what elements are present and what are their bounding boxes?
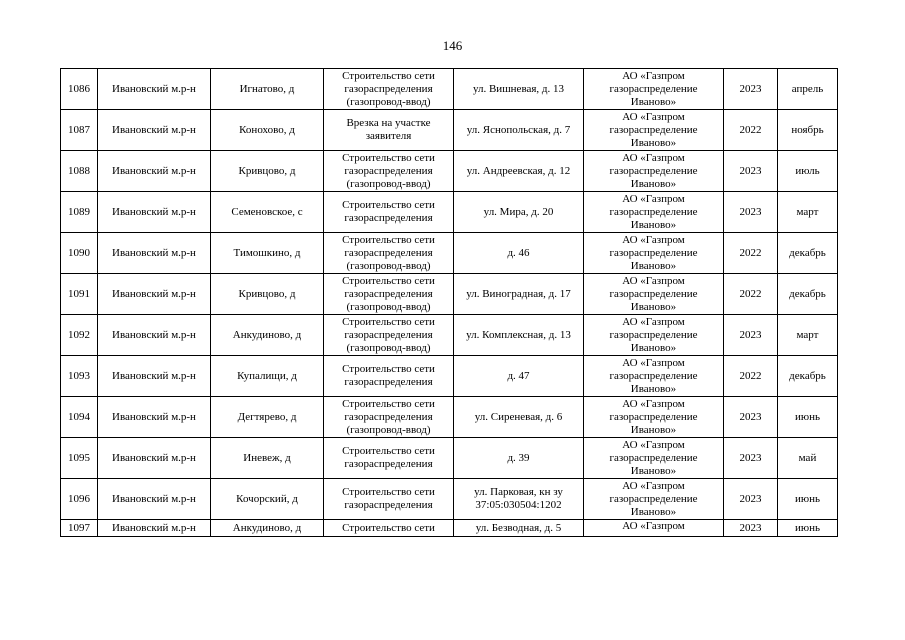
settlement-cell: Игнатово, д [211,69,324,110]
row-number: 1088 [61,151,98,192]
address-cell: ул. Вишневая, д. 13 [454,69,584,110]
year-cell: 2022 [724,356,778,397]
month-cell: июнь [778,520,838,537]
organization-cell: АО «Газпром газораспределение Иваново» [584,438,724,479]
work-type-cell: Строительство сети газораспределения [324,479,454,520]
year-cell: 2023 [724,397,778,438]
row-number: 1097 [61,520,98,537]
year-cell: 2022 [724,233,778,274]
work-type-cell: Строительство сети газораспределения [324,192,454,233]
table-body [61,69,838,537]
row-number: 1087 [61,110,98,151]
work-type-cell: Строительство сети газораспределения (газопровод-ввод) [324,151,454,192]
year-cell: 2023 [724,192,778,233]
table-row [61,315,838,356]
address-cell: ул. Виноградная, д. 17 [454,274,584,315]
organization-cell: АО «Газпром газораспределение Иваново» [584,151,724,192]
organization-cell: АО «Газпром газораспределение Иваново» [584,315,724,356]
row-number: 1091 [61,274,98,315]
settlement-cell: Иневеж, д [211,438,324,479]
year-cell: 2023 [724,520,778,537]
work-type-cell: Строительство сети газораспределения (газопровод-ввод) [324,274,454,315]
table-row [61,233,838,274]
district-cell: Ивановский м.р-н [98,151,211,192]
district-cell: Ивановский м.р-н [98,192,211,233]
row-number: 1095 [61,438,98,479]
work-type-cell: Строительство сети газораспределения (газопровод-ввод) [324,69,454,110]
month-cell: июнь [778,479,838,520]
address-cell: ул. Парковая, кн зу 37:05:030504:1202 [454,479,584,520]
month-cell: март [778,192,838,233]
settlement-cell: Анкудиново, д [211,520,324,537]
table-row [61,192,838,233]
month-cell: май [778,438,838,479]
organization-cell: АО «Газпром газораспределение Иваново» [584,356,724,397]
table-row [61,110,838,151]
settlement-cell: Купалищи, д [211,356,324,397]
address-cell: ул. Безводная, д. 5 [454,520,584,537]
organization-cell: АО «Газпром газораспределение Иваново» [584,397,724,438]
month-cell: июнь [778,397,838,438]
organization-cell: АО «Газпром газораспределение Иваново» [584,69,724,110]
table-row [61,151,838,192]
table-row [61,69,838,110]
district-cell: Ивановский м.р-н [98,520,211,537]
address-cell: ул. Комплексная, д. 13 [454,315,584,356]
year-cell: 2022 [724,274,778,315]
table-row [61,438,838,479]
year-cell: 2023 [724,151,778,192]
year-cell: 2023 [724,315,778,356]
page-number: 146 [442,38,463,53]
district-cell: Ивановский м.р-н [98,110,211,151]
table-row [61,520,838,537]
address-cell: ул. Сиреневая, д. 6 [454,397,584,438]
district-cell: Ивановский м.р-н [98,315,211,356]
district-cell: Ивановский м.р-н [98,233,211,274]
settlement-cell: Семеновское, с [211,192,324,233]
address-cell: ул. Яснопольская, д. 7 [454,110,584,151]
month-cell: июль [778,151,838,192]
organization-cell: АО «Газпром газораспределение Иваново» [584,192,724,233]
address-cell: д. 39 [454,438,584,479]
year-cell: 2023 [724,479,778,520]
table-row [61,479,838,520]
row-number: 1096 [61,479,98,520]
month-cell: ноябрь [778,110,838,151]
row-number: 1093 [61,356,98,397]
organization-cell: АО «Газпром газораспределение Иваново» [584,274,724,315]
work-type-cell: Строительство сети [324,520,454,537]
organization-cell: АО «Газпром газораспределение Иваново» [584,233,724,274]
month-cell: апрель [778,69,838,110]
settlement-cell: Кочорский, д [211,479,324,520]
row-number: 1090 [61,233,98,274]
settlement-cell: Анкудиново, д [211,315,324,356]
row-number: 1086 [61,69,98,110]
work-type-cell: Строительство сети газораспределения [324,356,454,397]
district-cell: Ивановский м.р-н [98,274,211,315]
organization-cell: АО «Газпром [584,520,724,537]
table-row [61,397,838,438]
district-cell: Ивановский м.р-н [98,479,211,520]
row-number: 1094 [61,397,98,438]
work-type-cell: Строительство сети газораспределения (газопровод-ввод) [324,397,454,438]
month-cell: декабрь [778,233,838,274]
address-cell: ул. Андреевская, д. 12 [454,151,584,192]
work-type-cell: Строительство сети газораспределения (газопровод-ввод) [324,233,454,274]
address-cell: ул. Мира, д. 20 [454,192,584,233]
year-cell: 2022 [724,110,778,151]
work-type-cell: Врезка на участке заявителя [324,110,454,151]
month-cell: декабрь [778,356,838,397]
work-type-cell: Строительство сети газораспределения [324,438,454,479]
settlement-cell: Тимошкино, д [211,233,324,274]
address-cell: д. 46 [454,233,584,274]
year-cell: 2023 [724,438,778,479]
month-cell: март [778,315,838,356]
row-number: 1092 [61,315,98,356]
district-cell: Ивановский м.р-н [98,397,211,438]
district-cell: Ивановский м.р-н [98,356,211,397]
district-cell: Ивановский м.р-н [98,69,211,110]
district-cell: Ивановский м.р-н [98,438,211,479]
settlement-cell: Дегтярево, д [211,397,324,438]
settlement-cell: Кривцово, д [211,274,324,315]
gasification-table [60,68,838,537]
organization-cell: АО «Газпром газораспределение Иваново» [584,479,724,520]
work-type-cell: Строительство сети газораспределения (газопровод-ввод) [324,315,454,356]
row-number: 1089 [61,192,98,233]
settlement-cell: Кривцово, д [211,151,324,192]
table-row [61,356,838,397]
settlement-cell: Конохово, д [211,110,324,151]
organization-cell: АО «Газпром газораспределение Иваново» [584,110,724,151]
month-cell: декабрь [778,274,838,315]
year-cell: 2023 [724,69,778,110]
table-row [61,274,838,315]
address-cell: д. 47 [454,356,584,397]
